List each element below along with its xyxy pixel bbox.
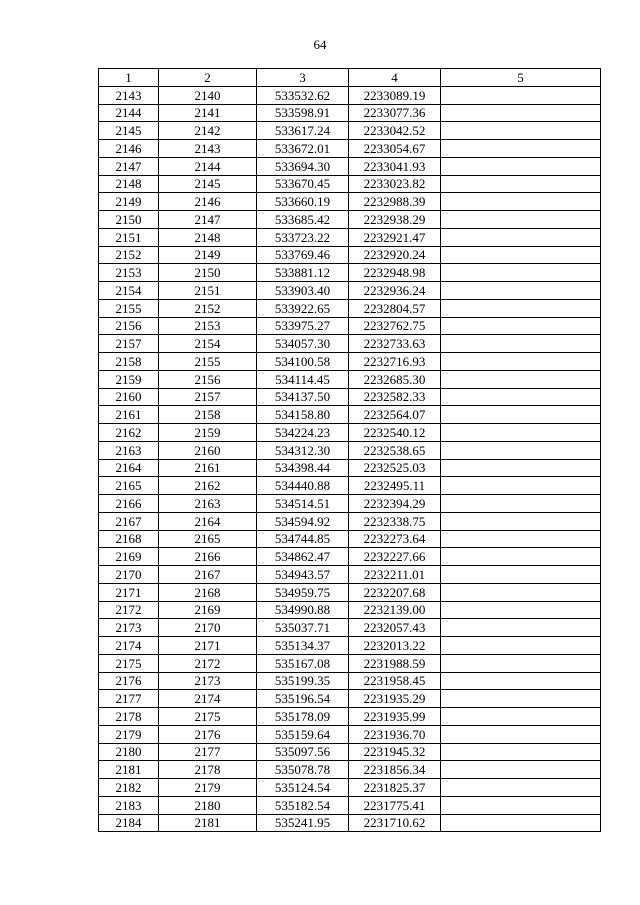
table-cell-col-4: 2232538.65 <box>349 441 441 459</box>
table-cell-col-1: 2151 <box>99 228 159 246</box>
table-cell-col-5 <box>441 104 601 122</box>
table-row <box>99 282 601 300</box>
table-cell-col-4: 2231958.45 <box>349 672 441 690</box>
table-cell-col-5 <box>441 690 601 708</box>
table-cell-col-3: 533660.19 <box>257 193 349 211</box>
table-cell-col-1: 2172 <box>99 601 159 619</box>
table-cell-col-4: 2231936.70 <box>349 725 441 743</box>
table-cell-col-4: 2231935.29 <box>349 690 441 708</box>
table-cell-col-3: 534594.92 <box>257 512 349 530</box>
table-cell-col-1: 2171 <box>99 583 159 601</box>
table-cell-col-1: 2182 <box>99 779 159 797</box>
table-cell-col-5 <box>441 512 601 530</box>
table-row <box>99 814 601 832</box>
table-cell-col-1: 2164 <box>99 459 159 477</box>
table-cell-col-4: 2232540.12 <box>349 424 441 442</box>
table-cell-col-4: 2232988.39 <box>349 193 441 211</box>
table-cell-col-2: 2158 <box>159 406 257 424</box>
table-cell-col-2: 2178 <box>159 761 257 779</box>
table-cell-col-3: 534514.51 <box>257 495 349 513</box>
table-cell-col-4: 2232938.29 <box>349 211 441 229</box>
table-cell-col-3: 533975.27 <box>257 317 349 335</box>
table-cell-col-3: 535078.78 <box>257 761 349 779</box>
table-cell-col-5 <box>441 86 601 104</box>
table-cell-col-4: 2232207.68 <box>349 583 441 601</box>
table-row <box>99 157 601 175</box>
table-cell-col-2: 2146 <box>159 193 257 211</box>
table-cell-col-1: 2184 <box>99 814 159 832</box>
table-cell-col-4: 2232564.07 <box>349 406 441 424</box>
table-row <box>99 725 601 743</box>
table-cell-col-1: 2166 <box>99 495 159 513</box>
table-cell-col-1: 2163 <box>99 441 159 459</box>
table-row <box>99 388 601 406</box>
table-row <box>99 317 601 335</box>
table-cell-col-4: 2233023.82 <box>349 175 441 193</box>
table-cell-col-4: 2232948.98 <box>349 264 441 282</box>
table-cell-col-3: 535124.54 <box>257 779 349 797</box>
table-cell-col-5 <box>441 228 601 246</box>
table-cell-col-3: 534398.44 <box>257 459 349 477</box>
table-cell-col-4: 2232804.57 <box>349 299 441 317</box>
table-cell-col-2: 2179 <box>159 779 257 797</box>
table-cell-col-4: 2232921.47 <box>349 228 441 246</box>
table-cell-col-1: 2158 <box>99 353 159 371</box>
table-cell-col-1: 2169 <box>99 548 159 566</box>
table-cell-col-5 <box>441 583 601 601</box>
table-cell-col-4: 2232394.29 <box>349 495 441 513</box>
table-cell-col-5 <box>441 211 601 229</box>
table-cell-col-4: 2232582.33 <box>349 388 441 406</box>
table-cell-col-5 <box>441 779 601 797</box>
table-cell-col-3: 534224.23 <box>257 424 349 442</box>
table-cell-col-3: 533670.45 <box>257 175 349 193</box>
table-cell-col-5 <box>441 246 601 264</box>
table-cell-col-5 <box>441 601 601 619</box>
table-row <box>99 175 601 193</box>
table-cell-col-3: 535196.54 <box>257 690 349 708</box>
table-cell-col-1: 2143 <box>99 86 159 104</box>
table-row <box>99 353 601 371</box>
table-cell-col-2: 2153 <box>159 317 257 335</box>
table-cell-col-1: 2170 <box>99 566 159 584</box>
table-cell-col-2: 2150 <box>159 264 257 282</box>
table-cell-col-2: 2157 <box>159 388 257 406</box>
table-cell-col-4: 2232057.43 <box>349 619 441 637</box>
table-row <box>99 104 601 122</box>
table-cell-col-3: 535097.56 <box>257 743 349 761</box>
table-row <box>99 779 601 797</box>
table-row <box>99 619 601 637</box>
table-cell-col-3: 534312.30 <box>257 441 349 459</box>
table-row <box>99 86 601 104</box>
table-cell-col-2: 2145 <box>159 175 257 193</box>
table-cell-col-1: 2168 <box>99 530 159 548</box>
table-cell-col-3: 533598.91 <box>257 104 349 122</box>
table-row <box>99 796 601 814</box>
table-cell-col-3: 534100.58 <box>257 353 349 371</box>
table-cell-col-3: 535037.71 <box>257 619 349 637</box>
table-cell-col-1: 2165 <box>99 477 159 495</box>
table-row <box>99 370 601 388</box>
table-cell-col-4: 2232716.93 <box>349 353 441 371</box>
table-cell-col-4: 2231825.37 <box>349 779 441 797</box>
table-cell-col-1: 2156 <box>99 317 159 335</box>
header-cell-1: 1 <box>99 69 159 87</box>
table-cell-col-2: 2142 <box>159 122 257 140</box>
table-cell-col-5 <box>441 672 601 690</box>
table-row <box>99 583 601 601</box>
table-cell-col-1: 2147 <box>99 157 159 175</box>
table-cell-col-2: 2140 <box>159 86 257 104</box>
table-cell-col-1: 2174 <box>99 637 159 655</box>
table-cell-col-3: 533672.01 <box>257 140 349 158</box>
table-cell-col-3: 534057.30 <box>257 335 349 353</box>
table-cell-col-3: 533723.22 <box>257 228 349 246</box>
table-cell-col-1: 2155 <box>99 299 159 317</box>
table-cell-col-1: 2176 <box>99 672 159 690</box>
table-cell-col-5 <box>441 530 601 548</box>
table-cell-col-4: 2231710.62 <box>349 814 441 832</box>
table-cell-col-5 <box>441 424 601 442</box>
table-cell-col-2: 2160 <box>159 441 257 459</box>
table-row <box>99 654 601 672</box>
table-row <box>99 264 601 282</box>
table-cell-col-3: 533769.46 <box>257 246 349 264</box>
table-cell-col-1: 2146 <box>99 140 159 158</box>
table-cell-col-2: 2149 <box>159 246 257 264</box>
table-cell-col-5 <box>441 388 601 406</box>
table-cell-col-4: 2232211.01 <box>349 566 441 584</box>
table-cell-col-2: 2147 <box>159 211 257 229</box>
table-row <box>99 708 601 726</box>
table-cell-col-5 <box>441 193 601 211</box>
table-cell-col-5 <box>441 370 601 388</box>
table-cell-col-3: 535199.35 <box>257 672 349 690</box>
table-cell-col-4: 2232936.24 <box>349 282 441 300</box>
table-cell-col-5 <box>441 157 601 175</box>
table-cell-col-1: 2157 <box>99 335 159 353</box>
table-row <box>99 530 601 548</box>
table-cell-col-3: 534137.50 <box>257 388 349 406</box>
table-cell-col-2: 2180 <box>159 796 257 814</box>
table-cell-col-2: 2164 <box>159 512 257 530</box>
table-header <box>99 69 601 87</box>
table-cell-col-3: 535159.64 <box>257 725 349 743</box>
table-cell-col-1: 2173 <box>99 619 159 637</box>
table-cell-col-3: 534990.88 <box>257 601 349 619</box>
table-cell-col-3: 533922.65 <box>257 299 349 317</box>
table-row <box>99 441 601 459</box>
table-cell-col-3: 535134.37 <box>257 637 349 655</box>
table-row <box>99 761 601 779</box>
table-cell-col-4: 2231988.59 <box>349 654 441 672</box>
table-cell-col-2: 2151 <box>159 282 257 300</box>
table-cell-col-3: 535178.09 <box>257 708 349 726</box>
table-cell-col-3: 534943.57 <box>257 566 349 584</box>
table-cell-col-3: 533903.40 <box>257 282 349 300</box>
table-cell-col-2: 2173 <box>159 672 257 690</box>
table-cell-col-1: 2183 <box>99 796 159 814</box>
table-cell-col-2: 2181 <box>159 814 257 832</box>
table-cell-col-3: 535167.08 <box>257 654 349 672</box>
table-cell-col-5 <box>441 743 601 761</box>
table-cell-col-1: 2180 <box>99 743 159 761</box>
table-cell-col-4: 2232227.66 <box>349 548 441 566</box>
table-cell-col-4: 2231856.34 <box>349 761 441 779</box>
table-cell-col-3: 534959.75 <box>257 583 349 601</box>
table-cell-col-4: 2233041.93 <box>349 157 441 175</box>
table-cell-col-2: 2165 <box>159 530 257 548</box>
table-cell-col-4: 2231775.41 <box>349 796 441 814</box>
header-row <box>99 69 601 87</box>
table-cell-col-2: 2171 <box>159 637 257 655</box>
table-row <box>99 140 601 158</box>
table-cell-col-4: 2232685.30 <box>349 370 441 388</box>
table-row <box>99 424 601 442</box>
table-cell-col-2: 2163 <box>159 495 257 513</box>
table-row <box>99 637 601 655</box>
table-cell-col-4: 2231945.32 <box>349 743 441 761</box>
table-cell-col-5 <box>441 654 601 672</box>
table-row <box>99 495 601 513</box>
table-row <box>99 512 601 530</box>
table-cell-col-5 <box>441 175 601 193</box>
table-cell-col-2: 2148 <box>159 228 257 246</box>
table-cell-col-5 <box>441 441 601 459</box>
table-cell-col-2: 2144 <box>159 157 257 175</box>
table-row <box>99 406 601 424</box>
table-cell-col-2: 2152 <box>159 299 257 317</box>
table-cell-col-3: 533532.62 <box>257 86 349 104</box>
table-cell-col-3: 535241.95 <box>257 814 349 832</box>
table-cell-col-4: 2232338.75 <box>349 512 441 530</box>
table-cell-col-1: 2159 <box>99 370 159 388</box>
header-cell-2: 2 <box>159 69 257 87</box>
table-cell-col-5 <box>441 335 601 353</box>
table-cell-col-2: 2166 <box>159 548 257 566</box>
table-cell-col-1: 2177 <box>99 690 159 708</box>
page-number: 64 <box>313 37 327 52</box>
table-row <box>99 122 601 140</box>
table-row <box>99 193 601 211</box>
table-cell-col-2: 2172 <box>159 654 257 672</box>
table-cell-col-2: 2155 <box>159 353 257 371</box>
table-cell-col-1: 2179 <box>99 725 159 743</box>
table-cell-col-5 <box>441 796 601 814</box>
table-cell-col-4: 2232733.63 <box>349 335 441 353</box>
table-cell-col-4: 2232273.64 <box>349 530 441 548</box>
table-row <box>99 743 601 761</box>
table-cell-col-2: 2167 <box>159 566 257 584</box>
table-cell-col-5 <box>441 406 601 424</box>
table-cell-col-2: 2162 <box>159 477 257 495</box>
table-cell-col-4: 2232920.24 <box>349 246 441 264</box>
header-cell-4: 4 <box>349 69 441 87</box>
table-cell-col-3: 533685.42 <box>257 211 349 229</box>
header-cell-5: 5 <box>441 69 601 87</box>
table-cell-col-2: 2170 <box>159 619 257 637</box>
table-cell-col-5 <box>441 619 601 637</box>
table-row <box>99 477 601 495</box>
coordinates-table <box>98 68 601 832</box>
table-row <box>99 601 601 619</box>
table-cell-col-1: 2161 <box>99 406 159 424</box>
table-cell-col-5 <box>441 122 601 140</box>
table-cell-col-5 <box>441 282 601 300</box>
table-cell-col-1: 2160 <box>99 388 159 406</box>
table-cell-col-1: 2178 <box>99 708 159 726</box>
table-cell-col-3: 535182.54 <box>257 796 349 814</box>
table-cell-col-4: 2233042.52 <box>349 122 441 140</box>
table-cell-col-1: 2154 <box>99 282 159 300</box>
table-row <box>99 690 601 708</box>
table-cell-col-3: 534158.80 <box>257 406 349 424</box>
table-cell-col-2: 2175 <box>159 708 257 726</box>
table-cell-col-5 <box>441 459 601 477</box>
table-row <box>99 335 601 353</box>
table-cell-col-5 <box>441 140 601 158</box>
table-cell-col-2: 2154 <box>159 335 257 353</box>
table-row <box>99 299 601 317</box>
table-cell-col-2: 2141 <box>159 104 257 122</box>
table-cell-col-3: 534440.88 <box>257 477 349 495</box>
table-cell-col-4: 2231935.99 <box>349 708 441 726</box>
table-cell-col-5 <box>441 264 601 282</box>
table-cell-col-5 <box>441 708 601 726</box>
table-cell-col-5 <box>441 548 601 566</box>
table-cell-col-1: 2144 <box>99 104 159 122</box>
table-body <box>99 86 601 832</box>
table-cell-col-4: 2232013.22 <box>349 637 441 655</box>
table-cell-col-4: 2233077.36 <box>349 104 441 122</box>
table-cell-col-3: 534862.47 <box>257 548 349 566</box>
table-cell-col-4: 2232525.03 <box>349 459 441 477</box>
table-cell-col-5 <box>441 761 601 779</box>
table-row <box>99 566 601 584</box>
table-cell-col-2: 2176 <box>159 725 257 743</box>
table-cell-col-2: 2156 <box>159 370 257 388</box>
table-cell-col-5 <box>441 566 601 584</box>
table-cell-col-2: 2168 <box>159 583 257 601</box>
table-cell-col-2: 2161 <box>159 459 257 477</box>
table-cell-col-5 <box>441 495 601 513</box>
table-cell-col-2: 2159 <box>159 424 257 442</box>
table-cell-col-2: 2143 <box>159 140 257 158</box>
table-cell-col-1: 2167 <box>99 512 159 530</box>
table-row <box>99 228 601 246</box>
table-cell-col-4: 2232139.00 <box>349 601 441 619</box>
table-cell-col-5 <box>441 725 601 743</box>
table-cell-col-4: 2232495.11 <box>349 477 441 495</box>
table-cell-col-2: 2174 <box>159 690 257 708</box>
table-row <box>99 548 601 566</box>
table-cell-col-3: 533617.24 <box>257 122 349 140</box>
table-cell-col-4: 2233089.19 <box>349 86 441 104</box>
table-cell-col-4: 2232762.75 <box>349 317 441 335</box>
table-cell-col-5 <box>441 299 601 317</box>
table-cell-col-5 <box>441 317 601 335</box>
table-cell-col-2: 2169 <box>159 601 257 619</box>
table-cell-col-5 <box>441 814 601 832</box>
table-cell-col-1: 2148 <box>99 175 159 193</box>
table-cell-col-1: 2153 <box>99 264 159 282</box>
table-cell-col-1: 2152 <box>99 246 159 264</box>
table-cell-col-3: 533881.12 <box>257 264 349 282</box>
table-cell-col-1: 2149 <box>99 193 159 211</box>
table-cell-col-5 <box>441 353 601 371</box>
table-cell-col-4: 2233054.67 <box>349 140 441 158</box>
table-cell-col-3: 534114.45 <box>257 370 349 388</box>
header-cell-3: 3 <box>257 69 349 87</box>
table-cell-col-1: 2162 <box>99 424 159 442</box>
table-cell-col-2: 2177 <box>159 743 257 761</box>
table-cell-col-5 <box>441 637 601 655</box>
table-cell-col-1: 2175 <box>99 654 159 672</box>
table-cell-col-1: 2181 <box>99 761 159 779</box>
table-row <box>99 672 601 690</box>
table-cell-col-1: 2145 <box>99 122 159 140</box>
table-cell-col-5 <box>441 477 601 495</box>
table-row <box>99 459 601 477</box>
table-row <box>99 211 601 229</box>
table-cell-col-1: 2150 <box>99 211 159 229</box>
table-row <box>99 246 601 264</box>
table-cell-col-3: 534744.85 <box>257 530 349 548</box>
table-cell-col-3: 533694.30 <box>257 157 349 175</box>
